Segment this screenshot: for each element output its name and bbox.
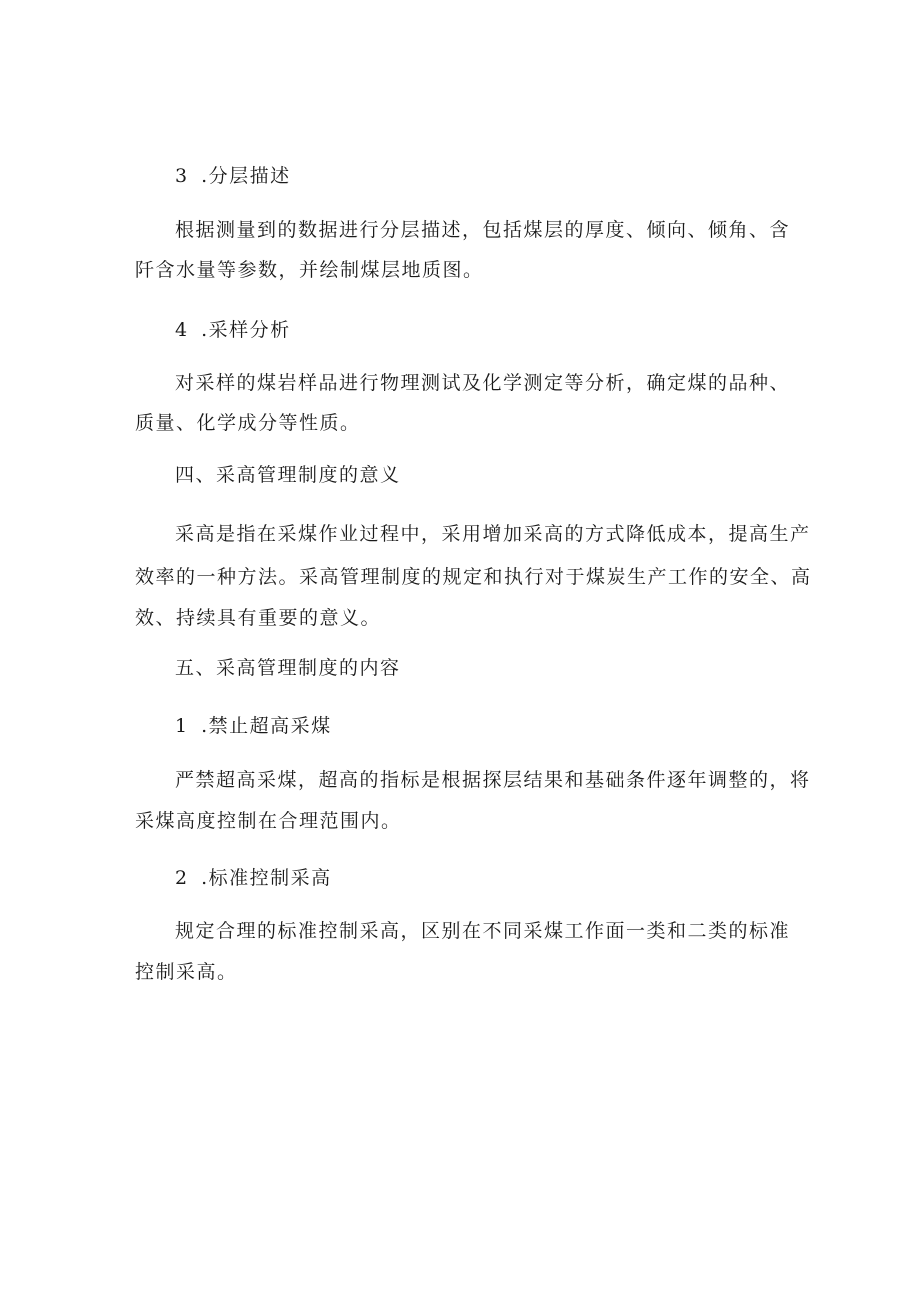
paragraph-line: 采煤高度控制在合理范围内。 (135, 810, 402, 832)
paragraph-line: 效率的一种方法。采高管理制度的规定和执行对于煤炭生产工作的安全、高 (135, 566, 812, 588)
paragraph-line: 采高是指在采煤作业过程中，采用增加采高的方式降低成本，提高生产 (175, 523, 811, 545)
section-heading-4: 四、采高管理制度的意义 (175, 464, 401, 486)
heading-number: 1 (175, 715, 188, 737)
paragraph-line: 根据测量到的数据进行分层描述，包括煤层的厚度、倾向、倾角、含 (175, 219, 791, 241)
heading-text: .分层描述 (201, 165, 291, 187)
heading-text: .禁止超高采煤 (201, 715, 332, 737)
paragraph-line: 严禁超高采煤，超高的指标是根据探层结果和基础条件逐年调整的，将 (175, 769, 811, 791)
heading-text: .采样分析 (201, 319, 291, 341)
heading-2 (175, 858, 835, 898)
heading-1 (175, 706, 835, 746)
paragraph-line: 控制采高。 (135, 961, 238, 983)
heading-3 (175, 156, 835, 196)
paragraph-line: 对采样的煤岩样品进行物理测试及化学测定等分析，确定煤的品种、 (175, 372, 791, 394)
paragraph-line: 阡含水量等参数，并绘制煤层地质图。 (135, 259, 484, 281)
section-heading-5: 五、采高管理制度的内容 (175, 657, 401, 679)
heading-number: 2 (175, 867, 188, 889)
paragraph-line: 规定合理的标准控制采高，区别在不同采煤工作面一类和二类的标准 (175, 920, 791, 942)
heading-number: 4 (175, 319, 188, 341)
heading-text: .标准控制采高 (201, 867, 332, 889)
paragraph-line: 质量、化学成分等性质。 (135, 412, 361, 434)
paragraph-line: 效、持续具有重要的意义。 (135, 607, 382, 629)
heading-4 (175, 310, 835, 350)
heading-number: 3 (175, 165, 188, 187)
